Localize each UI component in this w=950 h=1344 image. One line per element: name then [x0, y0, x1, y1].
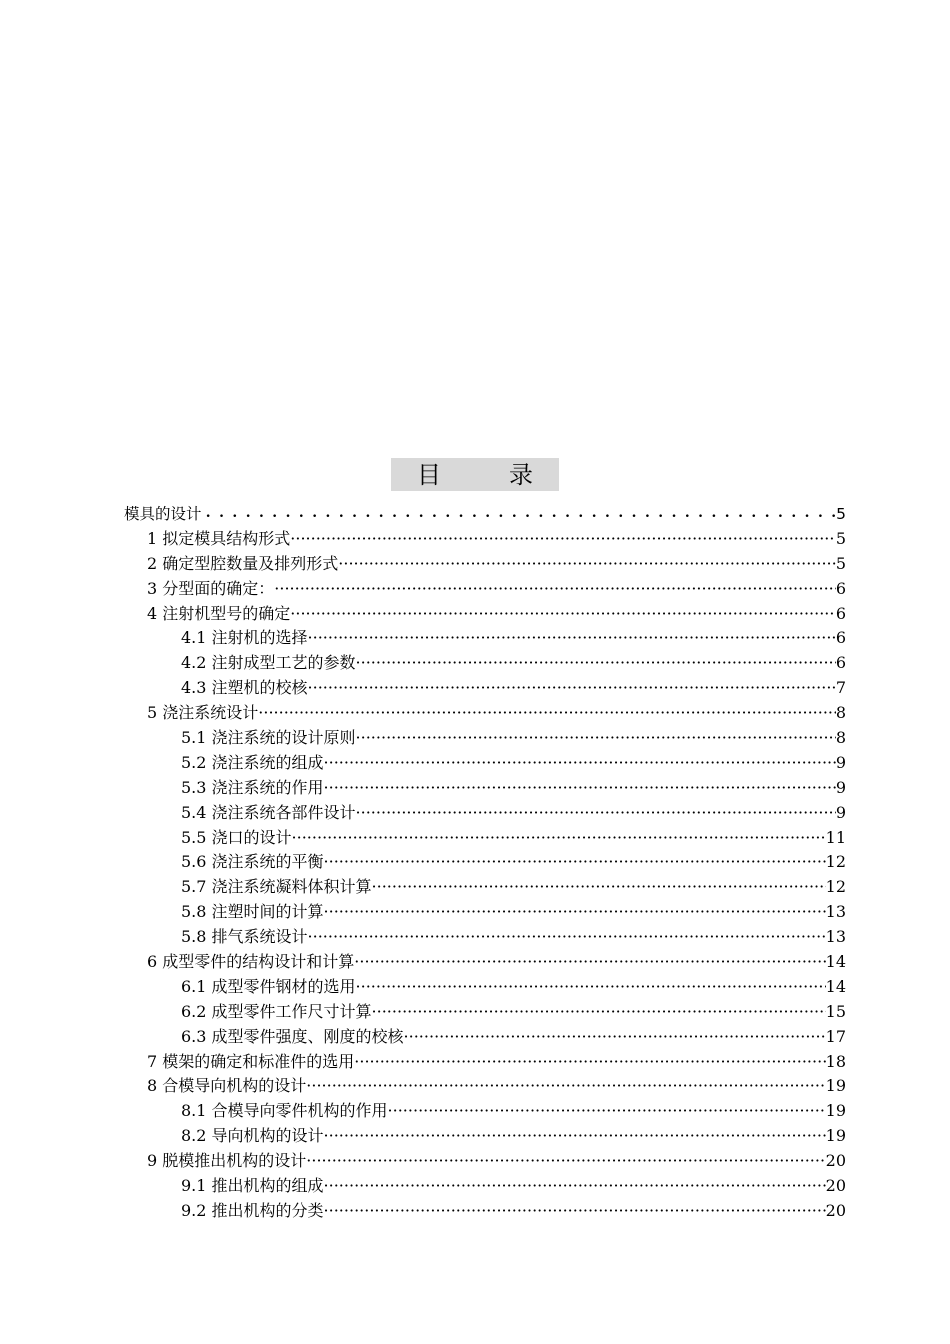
toc-entry-label: 4.2 注射成型工艺的参数 — [181, 653, 356, 673]
toc-dot-leader — [308, 676, 836, 701]
toc-entry[interactable] — [124, 875, 846, 900]
toc-entry[interactable] — [124, 1000, 846, 1025]
toc-entry-page-number: 5 — [835, 553, 846, 573]
toc-entry-page-number: 14 — [825, 952, 846, 972]
toc-entry-label: 8 合模导向机构的设计 — [147, 1076, 307, 1096]
toc-entry[interactable] — [124, 776, 846, 801]
toc-entry-page-number: 14 — [825, 976, 846, 996]
toc-entry-label: 模具的设计 — [124, 505, 202, 523]
toc-entry[interactable] — [124, 527, 846, 552]
toc-entry[interactable] — [124, 826, 846, 851]
toc-entry-label: 5.8 排气系统设计 — [181, 927, 308, 947]
toc-entry-page-number: 13 — [825, 902, 846, 922]
toc-entry-label: 1 拟定模具结构形式 — [147, 528, 291, 548]
toc-entry[interactable] — [124, 751, 846, 776]
toc-entry[interactable] — [124, 1099, 846, 1124]
toc-dot-leader — [356, 651, 836, 676]
toc-dot-leader — [356, 975, 826, 1000]
toc-entry-page-number: 5 — [835, 528, 846, 548]
toc-entry-page-number: 5 — [836, 505, 846, 523]
toc-entry-page-number: 6 — [835, 578, 846, 598]
toc-dot-leader — [306, 1074, 825, 1099]
toc-dot-leader — [354, 950, 825, 975]
toc-entry[interactable] — [124, 602, 846, 627]
toc-title: 目 录 — [391, 458, 559, 491]
toc-entry[interactable] — [124, 850, 846, 875]
toc-entry-label: 5.2 浇注系统的组成 — [181, 752, 324, 772]
toc-dot-leader — [356, 726, 836, 751]
toc-entry[interactable] — [124, 925, 846, 950]
toc-dot-leader — [356, 801, 836, 826]
toc-entry[interactable] — [124, 900, 846, 925]
toc-entry-page-number: 9 — [835, 802, 846, 822]
toc-entry-label: 5.1 浇注系统的设计原则 — [181, 728, 356, 748]
toc-entry[interactable] — [124, 1149, 846, 1174]
toc-entry-label: 5.4 浇注系统各部件设计 — [181, 802, 356, 822]
toc-entry-label: 5.6 浇注系统的平衡 — [181, 852, 324, 872]
toc-entry-label: 2 确定型腔数量及排列形式 — [147, 553, 339, 573]
toc-entry[interactable] — [124, 1050, 846, 1075]
toc-entry-page-number: 7 — [835, 678, 846, 698]
toc-entry[interactable] — [124, 502, 846, 527]
toc-dot-leader — [274, 577, 836, 602]
toc-entry-page-number: 6 — [835, 653, 846, 673]
toc-dot-leader — [372, 875, 826, 900]
toc-entry[interactable] — [124, 1074, 846, 1099]
toc-entry-page-number: 13 — [825, 927, 846, 947]
toc-entry-page-number: 20 — [825, 1151, 846, 1171]
toc-entry-label: 9.1 推出机构的组成 — [181, 1176, 324, 1196]
toc-entry[interactable] — [124, 1199, 846, 1224]
toc-entry-label: 5.8 注塑时间的计算 — [181, 902, 324, 922]
toc-dot-leader — [324, 1124, 826, 1149]
toc-entry[interactable] — [124, 1124, 846, 1149]
toc-entry-page-number: 15 — [825, 1001, 846, 1021]
toc-entry-label: 7 模架的确定和标准件的选用 — [147, 1051, 355, 1071]
toc-dot-leader — [372, 1000, 826, 1025]
toc-entry[interactable] — [124, 676, 846, 701]
toc-entry-page-number: 19 — [825, 1126, 846, 1146]
toc-entry-label: 3 分型面的确定： — [147, 578, 275, 598]
toc-entry[interactable] — [124, 950, 846, 975]
toc-dot-leader — [324, 850, 826, 875]
toc-dot-leader — [324, 1199, 826, 1224]
toc-dot-leader — [258, 701, 836, 726]
toc-dot-leader — [308, 626, 836, 651]
toc-entry-label: 5 浇注系统设计 — [147, 703, 259, 723]
table-of-contents — [124, 502, 846, 1224]
toc-entry-label: 5.5 浇口的设计 — [181, 827, 292, 847]
toc-dot-leader — [202, 502, 837, 530]
toc-entry-page-number: 12 — [825, 852, 846, 872]
toc-dot-leader — [354, 1050, 825, 1075]
toc-entry[interactable] — [124, 651, 846, 676]
toc-dot-leader — [324, 900, 826, 925]
toc-entry[interactable] — [124, 801, 846, 826]
toc-entry-label: 4 注射机型号的确定 — [147, 603, 291, 623]
toc-entry-label: 5.3 浇注系统的作用 — [181, 777, 324, 797]
toc-entry-page-number: 11 — [825, 827, 846, 847]
toc-entry[interactable] — [124, 577, 846, 602]
toc-dot-leader — [306, 1149, 825, 1174]
toc-dot-leader — [404, 1025, 826, 1050]
toc-entry-page-number: 9 — [835, 777, 846, 797]
toc-entry-page-number: 20 — [825, 1176, 846, 1196]
toc-entry-page-number: 8 — [835, 728, 846, 748]
toc-entry-page-number: 17 — [825, 1026, 846, 1046]
toc-dot-leader — [290, 527, 836, 552]
toc-entry[interactable] — [124, 626, 846, 651]
toc-entry-label: 5.7 浇注系统凝料体积计算 — [181, 877, 372, 897]
toc-entry-label: 9.2 推出机构的分类 — [181, 1200, 324, 1220]
toc-entry-label: 6.1 成型零件钢材的选用 — [181, 976, 356, 996]
toc-entry-page-number: 9 — [835, 752, 846, 772]
toc-entry[interactable] — [124, 726, 846, 751]
toc-entry-page-number: 6 — [835, 603, 846, 623]
toc-entry-page-number: 18 — [825, 1051, 846, 1071]
toc-dot-leader — [324, 751, 836, 776]
toc-entry-page-number: 20 — [825, 1200, 846, 1220]
toc-dot-leader — [324, 1174, 826, 1199]
toc-dot-leader — [292, 826, 826, 851]
toc-entry-label: 6.2 成型零件工作尺寸计算 — [181, 1001, 372, 1021]
toc-entry-page-number: 6 — [835, 628, 846, 648]
toc-dot-leader — [338, 552, 836, 577]
toc-entry-page-number: 19 — [825, 1101, 846, 1121]
toc-entry[interactable] — [124, 552, 846, 577]
toc-entry-label: 8.1 合模导向零件机构的作用 — [181, 1101, 388, 1121]
toc-entry-label: 6 成型零件的结构设计和计算 — [147, 952, 355, 972]
toc-entry-label: 8.2 导向机构的设计 — [181, 1126, 324, 1146]
toc-entry-page-number: 8 — [835, 703, 846, 723]
toc-entry-label: 9 脱模推出机构的设计 — [147, 1151, 307, 1171]
toc-entry[interactable] — [124, 1174, 846, 1199]
toc-dot-leader — [388, 1099, 826, 1124]
toc-entry-label: 6.3 成型零件强度、刚度的校核 — [181, 1026, 404, 1046]
toc-title-container — [0, 458, 950, 491]
toc-entry[interactable] — [124, 701, 846, 726]
toc-entry-page-number: 19 — [825, 1076, 846, 1096]
toc-entry-label: 4.3 注塑机的校核 — [181, 678, 308, 698]
toc-dot-leader — [308, 925, 826, 950]
toc-entry-label: 4.1 注射机的选择 — [181, 628, 308, 648]
toc-entry[interactable] — [124, 975, 846, 1000]
toc-dot-leader — [324, 776, 836, 801]
toc-dot-leader — [290, 602, 836, 627]
toc-entry-page-number: 12 — [825, 877, 846, 897]
toc-entry[interactable] — [124, 1025, 846, 1050]
